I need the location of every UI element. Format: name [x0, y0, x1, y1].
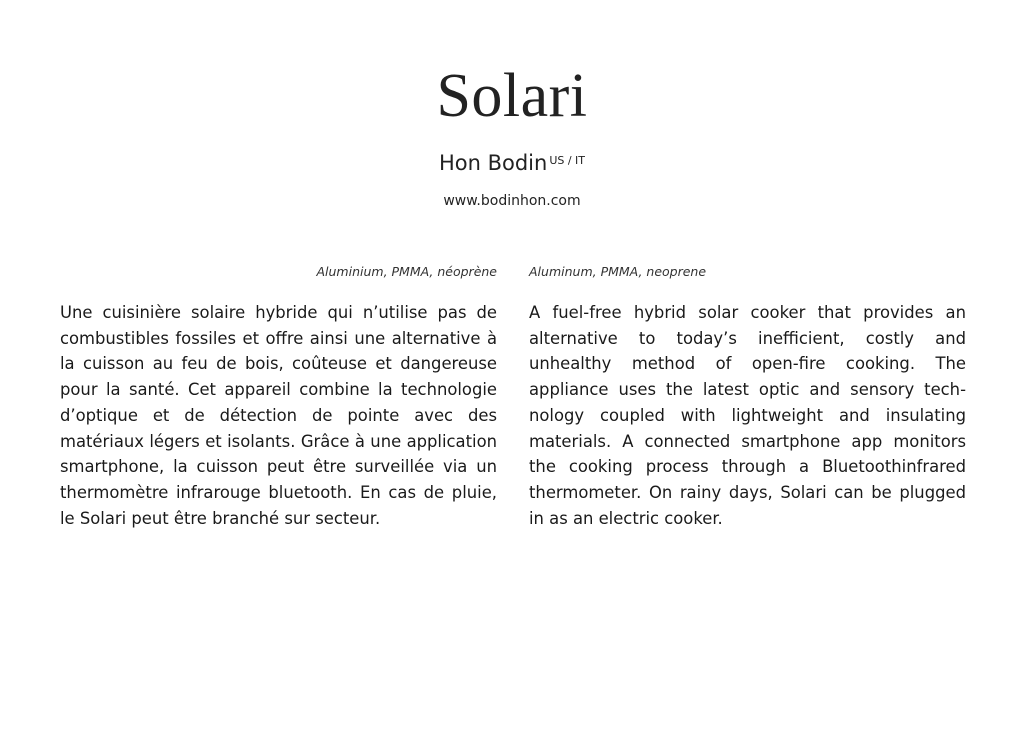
designer-name: Hon Bodin: [438, 151, 548, 175]
materials-english: Aluminum, PMMA, neoprene: [529, 264, 707, 279]
designer-line: [0, 148, 1024, 178]
description-english: A fuel-free hybrid solar cooker that provides an alternative to today’s inefficient, costly and unhealthy method of open-fire cooking. The appliance uses the latest optic and sensory technology coupled with lightweight and insulating materials. A connected smartphone app monitors the cooking process through a Bluetoothinfrared thermometer. On rainy days, Solari can be plugged in as an electric cooker.: [529, 303, 966, 528]
website-link[interactable]: www.bodinhon.com: [443, 193, 581, 209]
designer-origin: US / IT: [549, 154, 586, 167]
product-title: Solari: [436, 62, 588, 130]
description-french: Une cuisinière solaire hybride qui n’utilise pas de combustibles fossiles et offre ainsi une alternative à la cuisson au feu de bois, coûteuse et dangereuse pour la santé. Cet appareil combine la technologie d’optique et de détection de pointe avec des matériaux légers et isolants. Grâce à une application smartphone, la cuisson peut être surveillée via un thermomètre infrarouge bluetooth. En cas de pluie, le Solari peut être branché sur secteur.: [60, 303, 497, 528]
materials-french: Aluminium, PMMA, néoprène: [316, 264, 497, 279]
